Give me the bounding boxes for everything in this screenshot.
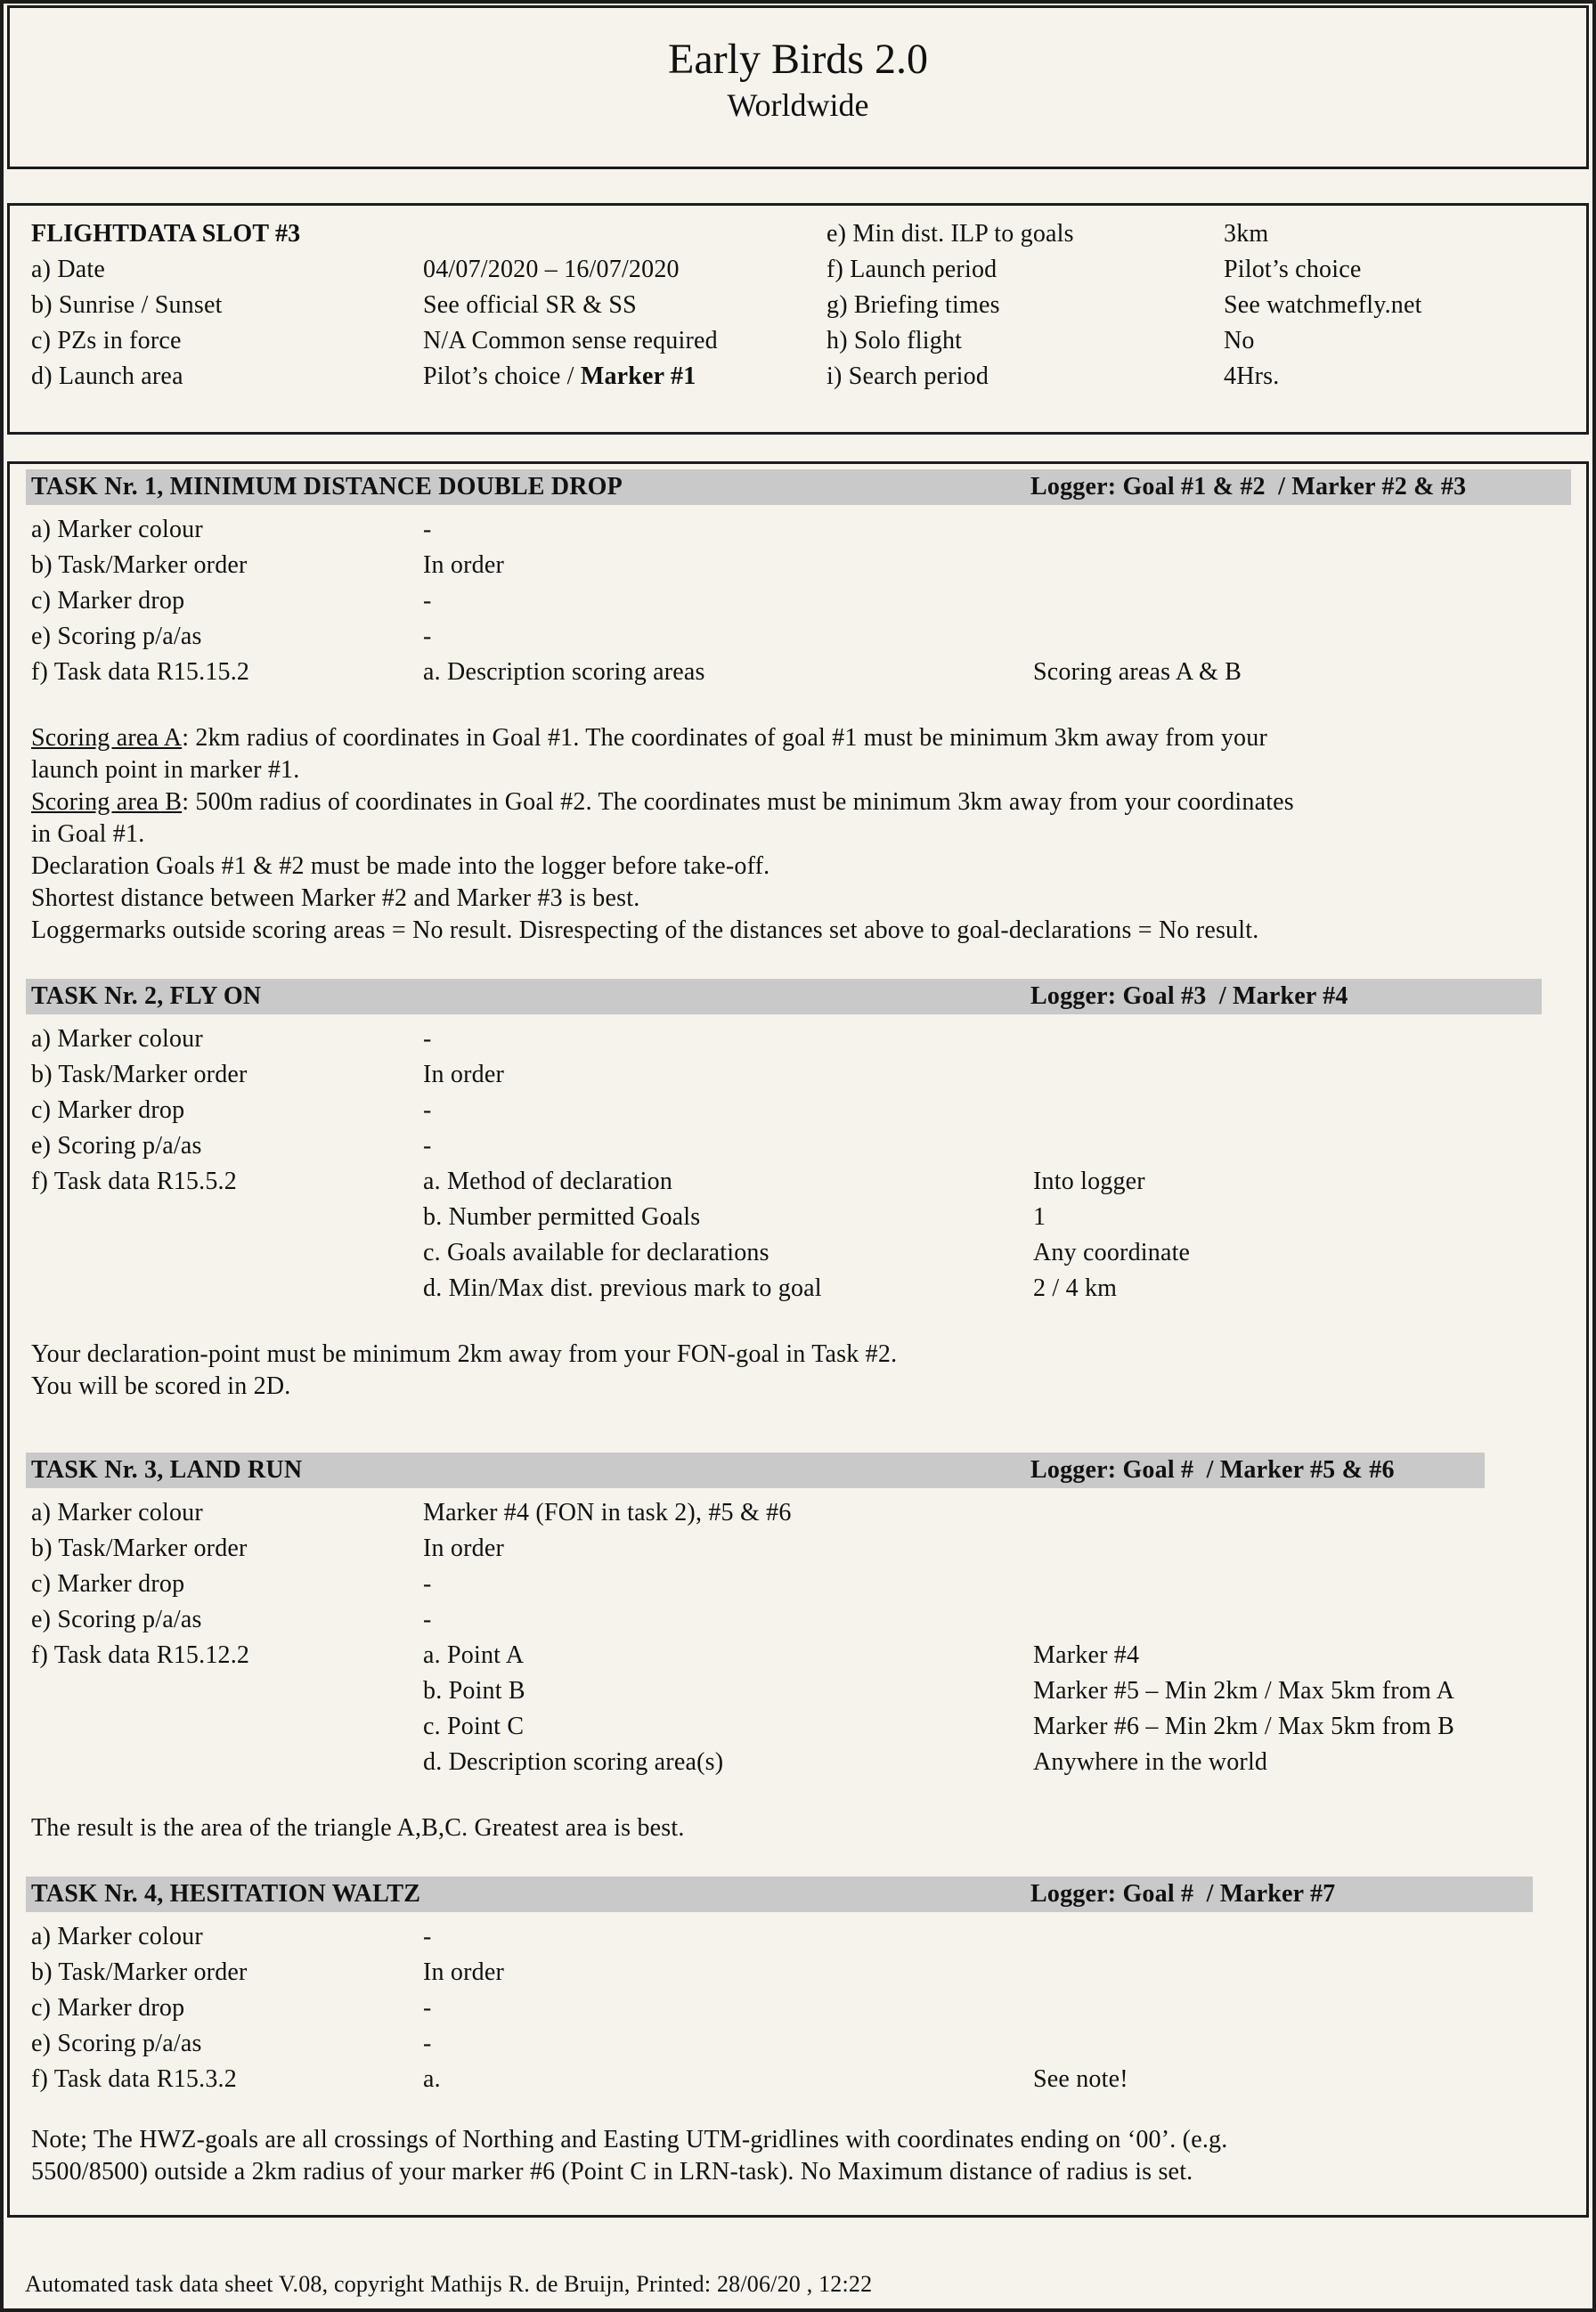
flightdata-grid <box>31 216 1586 395</box>
flightdata-value-bold: Marker #1 <box>580 362 696 390</box>
task-logger-label: Logger: Goal # / Marker #7 <box>1030 1880 1336 1908</box>
note-line: Loggermarks outside scoring areas = No result. Disrespecting of the distances set above to goal-declarations = No result. <box>31 916 1259 944</box>
task-row-col2: - <box>423 1570 432 1598</box>
task-row-col2: a. Description scoring areas <box>423 658 705 686</box>
flightdata-value: Pilot’s choice / Marker #1 <box>423 362 696 390</box>
task-row-label <box>31 1200 423 1235</box>
task-block <box>31 979 1572 1403</box>
task-row-col3: 1 <box>1033 1203 1046 1231</box>
task-row-col2: - <box>423 587 432 615</box>
note-line: 5500/8500) outside a 2km radius of your marker #6 (Point C in LRN-task). No Maximum distance of radius is set. <box>31 2158 1193 2186</box>
task-rows <box>31 1022 1572 1307</box>
note-line: Shortest distance between Marker #2 and Marker #3 is best. <box>31 884 640 912</box>
task-row-col2: - <box>423 1994 432 2022</box>
flightdata-label: e) Min dist. ILP to goals <box>826 220 1074 248</box>
note-line: in Goal #1. <box>31 820 145 848</box>
task-row-col2: - <box>423 1606 432 1633</box>
task-row-col3 <box>1033 1919 1572 1955</box>
task-row <box>31 2026 1572 2062</box>
task-row <box>31 583 1572 619</box>
task-row <box>31 1531 1572 1567</box>
task-row-col2: c. Point C <box>423 1713 525 1740</box>
task-row-col2: - <box>423 1025 432 1053</box>
task-row-col2: d. Min/Max dist. previous mark to goal <box>423 1274 822 1302</box>
flightdata-value: 4Hrs. <box>1224 362 1280 390</box>
task-row-label: b) Task/Marker order <box>31 551 248 579</box>
task-row-label <box>31 1673 423 1709</box>
task-row <box>31 1093 1572 1128</box>
flightdata-label: h) Solo flight <box>826 327 963 354</box>
task-row <box>31 1164 1572 1200</box>
task-block <box>31 1453 1572 1844</box>
task-row-label: c) Marker drop <box>31 1994 185 2022</box>
task-notes <box>31 1339 1572 1403</box>
task-row-col3: Anywhere in the world <box>1033 1748 1268 1776</box>
task-row-col3 <box>1033 1128 1572 1164</box>
note-line: Scoring area A: 2km radius of coordinates in Goal #1. The coordinates of goal #1 must be minimum 3km away from your <box>31 724 1267 752</box>
task-row <box>31 1709 1572 1745</box>
task-title: TASK Nr. 2, FLY ON <box>31 982 262 1010</box>
task-row-col3 <box>1033 1531 1572 1567</box>
task-logger-label: Logger: Goal #3 / Marker #4 <box>1030 982 1348 1010</box>
task-row-col2: a. Point A <box>423 1641 525 1669</box>
task-row-label: f) Task data R15.5.2 <box>31 1168 237 1195</box>
task-row-col3: See note! <box>1033 2065 1128 2093</box>
task-row-label: c) Marker drop <box>31 1096 185 1124</box>
header-title-box <box>7 5 1589 169</box>
task-row-label: a) Marker colour <box>31 1499 203 1526</box>
flightdata-section <box>7 203 1589 435</box>
task-row-col3 <box>1033 1567 1572 1602</box>
task-row <box>31 655 1572 690</box>
task-row-label: a) Marker colour <box>31 516 203 543</box>
task-row-col2: - <box>423 1132 432 1160</box>
task-row-col3 <box>1033 1093 1572 1128</box>
task-row <box>31 1955 1572 1990</box>
task-header-bar <box>26 1453 1485 1488</box>
task-row-col3: Marker #5 – Min 2km / Max 5km from A <box>1033 1677 1455 1705</box>
footer <box>4 2271 1592 2308</box>
task-row-label: a) Marker colour <box>31 1923 203 1950</box>
task-header-bar <box>26 469 1571 505</box>
task-row-col2: In order <box>423 1535 505 1562</box>
task-rows <box>31 1919 1572 2097</box>
task-row-col3 <box>1033 1990 1572 2026</box>
task-row-col3 <box>1033 619 1572 655</box>
task-title: TASK Nr. 3, LAND RUN <box>31 1456 303 1484</box>
task-row <box>31 1022 1572 1057</box>
flightdata-value: N/A Common sense required <box>423 327 718 354</box>
task-row <box>31 1235 1572 1271</box>
task-row-label: e) Scoring p/a/as <box>31 623 202 650</box>
task-row <box>31 2062 1572 2097</box>
task-row <box>31 619 1572 655</box>
task-row-label: b) Task/Marker order <box>31 1958 248 1986</box>
task-row-col3: Marker #6 – Min 2km / Max 5km from B <box>1033 1713 1455 1740</box>
task-row-col3 <box>1033 1955 1572 1990</box>
task-row-col2: a. Method of declaration <box>423 1168 673 1195</box>
task-block <box>31 1876 1572 2188</box>
task-row-label: f) Task data R15.12.2 <box>31 1641 250 1669</box>
task-row-col3 <box>1033 548 1572 583</box>
task-row-col3 <box>1033 1495 1572 1531</box>
task-row <box>31 1602 1572 1638</box>
task-notes <box>31 722 1572 947</box>
task-row <box>31 1919 1572 1955</box>
task-row-col2: - <box>423 1923 432 1950</box>
task-row-label <box>31 1235 423 1271</box>
task-row <box>31 548 1572 583</box>
task-notes <box>31 2124 1572 2188</box>
task-row <box>31 1567 1572 1602</box>
flightdata-heading: FLIGHTDATA SLOT #3 <box>31 220 301 248</box>
task-row-col3: Any coordinate <box>1033 1239 1191 1266</box>
task-row-col3: Scoring areas A & B <box>1033 658 1242 686</box>
task-notes <box>31 1812 1572 1844</box>
task-rows <box>31 1495 1572 1780</box>
flightdata-label: b) Sunrise / Sunset <box>31 291 223 319</box>
task-row-label: b) Task/Marker order <box>31 1535 248 1562</box>
note-line: Scoring area B: 500m radius of coordinates in Goal #2. The coordinates must be minimum 3km away from your coordinates <box>31 788 1294 816</box>
flightdata-value: See watchmefly.net <box>1224 291 1422 319</box>
task-row-col2: In order <box>423 1958 505 1986</box>
flightdata-label: d) Launch area <box>31 362 183 390</box>
task-row-label: c) Marker drop <box>31 587 185 615</box>
task-row-label: f) Task data R15.15.2 <box>31 658 250 686</box>
event-subtitle: Worldwide <box>727 87 869 123</box>
task-row-col3: 2 / 4 km <box>1033 1274 1118 1302</box>
task-row <box>31 1745 1572 1780</box>
task-row-label: a) Marker colour <box>31 1025 203 1053</box>
task-row-col2: b. Point B <box>423 1677 525 1705</box>
footer-text: Automated task data sheet V.08, copyright Mathijs R. de Bruijn, Printed: 28/06/20 , 12:22 <box>25 2271 873 2297</box>
task-row-label <box>31 1709 423 1745</box>
task-row-col2: In order <box>423 551 505 579</box>
task-row <box>31 1128 1572 1164</box>
task-title: TASK Nr. 4, HESITATION WALTZ <box>31 1880 421 1908</box>
task-row <box>31 1495 1572 1531</box>
task-logger-label: Logger: Goal #1 & #2 / Marker #2 & #3 <box>1030 473 1467 501</box>
flightdata-value: No <box>1224 327 1255 354</box>
task-row-label: b) Task/Marker order <box>31 1061 248 1088</box>
task-title: TASK Nr. 1, MINIMUM DISTANCE DOUBLE DROP <box>31 473 623 501</box>
task-header-bar <box>26 979 1542 1014</box>
task-row-label <box>31 1745 423 1780</box>
flightdata-label: a) Date <box>31 256 106 283</box>
task-row <box>31 1057 1572 1093</box>
note-line: You will be scored in 2D. <box>31 1372 291 1400</box>
task-row-col2: b. Number permitted Goals <box>423 1203 701 1231</box>
task-row-col2: - <box>423 2030 432 2057</box>
task-row-col2: d. Description scoring area(s) <box>423 1748 724 1776</box>
task-row-col3 <box>1033 512 1572 548</box>
note-line: Note; The HWZ-goals are all crossings of Northing and Easting UTM-gridlines with coordinates ending on ‘00’. (e.g. <box>31 2126 1228 2153</box>
task-header-bar <box>26 1876 1533 1912</box>
note-line: Declaration Goals #1 & #2 must be made into the logger before take-off. <box>31 852 770 880</box>
flightdata-value: 3km <box>1224 220 1269 248</box>
flightdata-label: f) Launch period <box>826 256 998 283</box>
task-row-col3 <box>1033 1602 1572 1638</box>
flightdata-value: See official SR & SS <box>423 291 637 319</box>
task-block <box>31 469 1572 947</box>
task-row-col3: Into logger <box>1033 1168 1145 1195</box>
task-row-label: e) Scoring p/a/as <box>31 1606 202 1633</box>
event-title: Early Birds 2.0 <box>668 36 928 83</box>
note-underlined-term: Scoring area B <box>31 788 183 816</box>
task-row <box>31 1638 1572 1673</box>
task-row-col2: - <box>423 516 432 543</box>
task-row-label: c) Marker drop <box>31 1570 185 1598</box>
task-row <box>31 512 1572 548</box>
note-line: Your declaration-point must be minimum 2km away from your FON-goal in Task #2. <box>31 1340 898 1368</box>
task-row-label: f) Task data R15.3.2 <box>31 2065 237 2093</box>
flightdata-value: 04/07/2020 – 16/07/2020 <box>423 256 680 283</box>
note-line: launch point in marker #1. <box>31 756 300 784</box>
task-row <box>31 1673 1572 1709</box>
task-row-col3 <box>1033 1022 1572 1057</box>
flightdata-label: c) PZs in force <box>31 327 182 354</box>
note-line: The result is the area of the triangle A,B,C. Greatest area is best. <box>31 1814 685 1842</box>
task-row-label: e) Scoring p/a/as <box>31 2030 202 2057</box>
task-row-col2: - <box>423 1096 432 1124</box>
task-row-col2: In order <box>423 1061 505 1088</box>
note-underlined-term: Scoring area A <box>31 724 183 752</box>
task-row-col2: Marker #4 (FON in task 2), #5 & #6 <box>423 1499 792 1526</box>
tasks-section <box>7 461 1589 2218</box>
task-row <box>31 1200 1572 1235</box>
task-row-col2: a. <box>423 2065 441 2093</box>
flightdata-label: i) Search period <box>826 362 989 390</box>
task-row-col2: c. Goals available for declarations <box>423 1239 770 1266</box>
task-row-label: e) Scoring p/a/as <box>31 1132 202 1160</box>
task-row-col3 <box>1033 1057 1572 1093</box>
task-row <box>31 1990 1572 2026</box>
task-row-col2: - <box>423 623 432 650</box>
task-rows <box>31 512 1572 690</box>
flightdata-value: Pilot’s choice <box>1224 256 1362 283</box>
flightdata-label: g) Briefing times <box>826 291 1000 319</box>
task-row-col3 <box>1033 583 1572 619</box>
task-logger-label: Logger: Goal # / Marker #5 & #6 <box>1030 1456 1395 1484</box>
task-row-label <box>31 1271 423 1307</box>
task-row-col3: Marker #4 <box>1033 1641 1140 1669</box>
task-row-col3 <box>1033 2026 1572 2062</box>
task-row <box>31 1271 1572 1307</box>
